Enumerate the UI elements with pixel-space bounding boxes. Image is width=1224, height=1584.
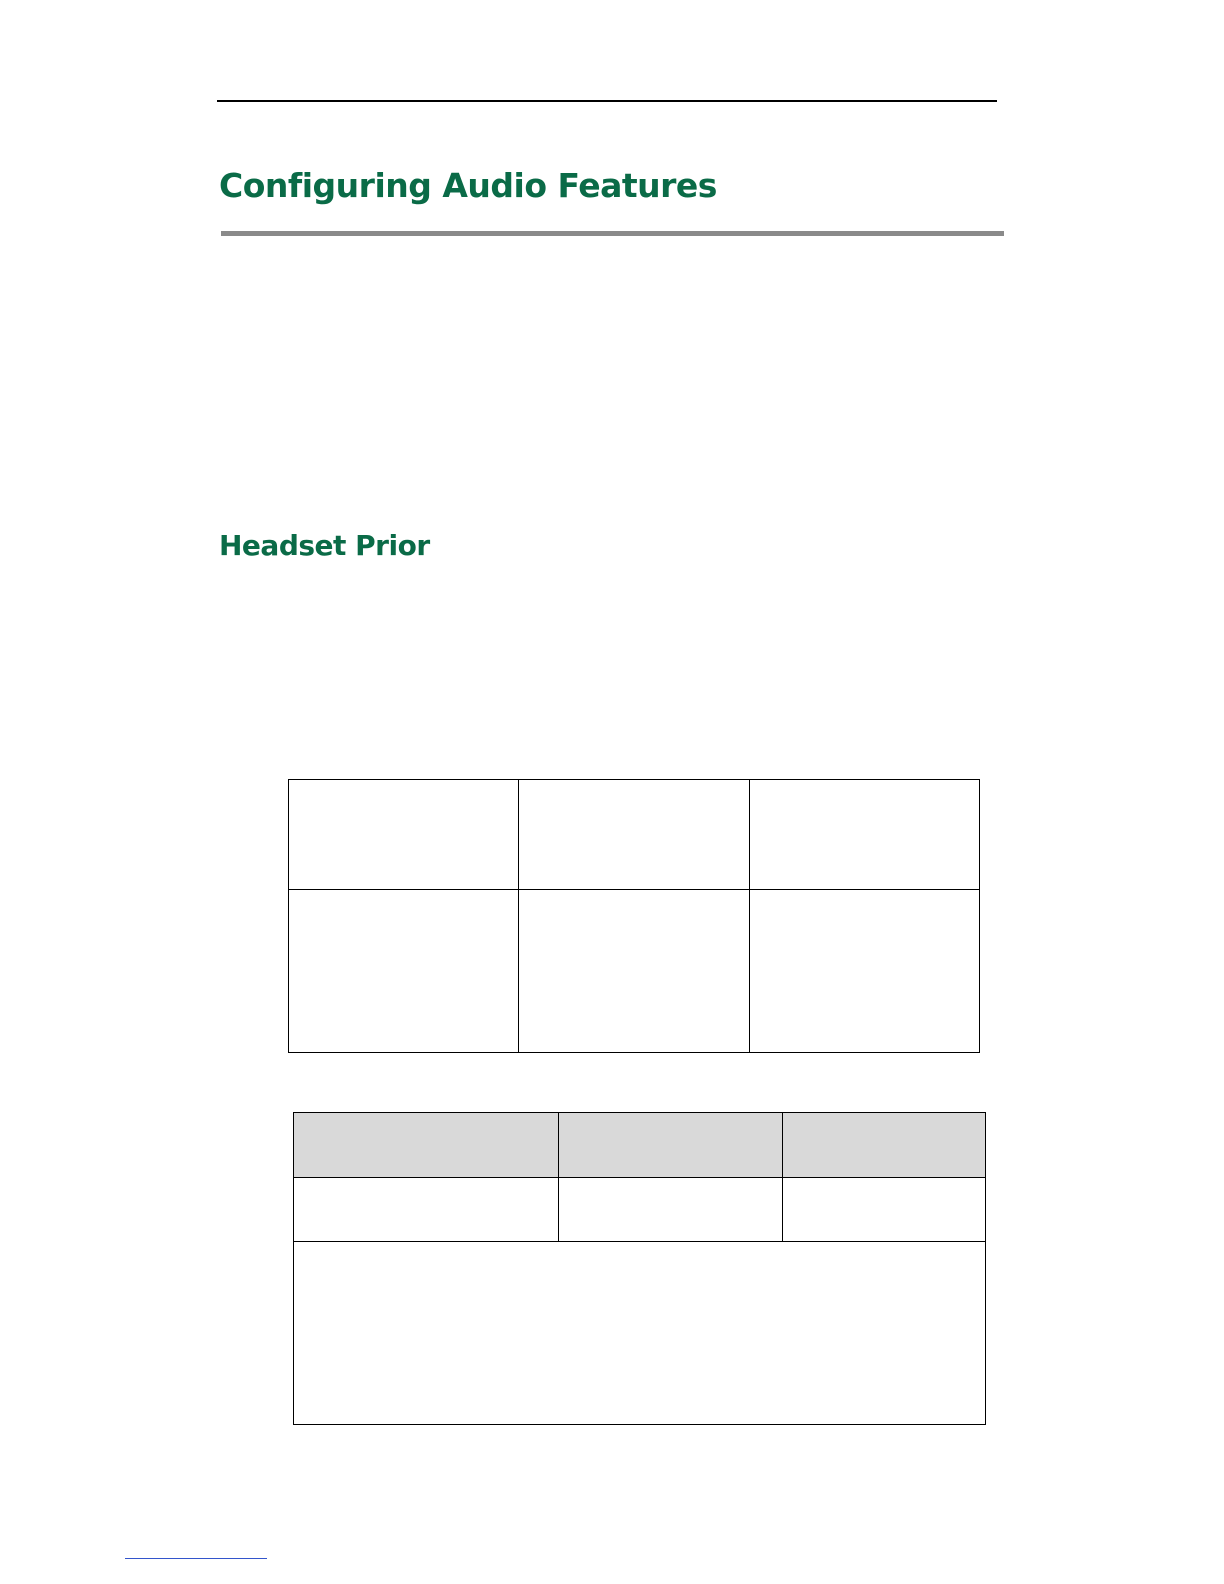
chapter-title: Configuring Audio Features [219,166,717,205]
chapter-title-underline [221,231,1004,236]
table-cell [289,890,519,1053]
table-header-cell [294,1113,559,1178]
table-cell [559,1178,783,1242]
table-description-cell [294,1242,986,1425]
table-row [289,890,980,1053]
table-cell [750,780,980,890]
table-row [289,780,980,890]
feature-table [288,779,980,1053]
parameter-table [293,1112,986,1425]
page-header-rule [217,100,997,102]
table-row [294,1178,986,1242]
table-cell [783,1178,986,1242]
table-cell [519,780,750,890]
table-cell [289,780,519,890]
footer-link-underline[interactable] [125,1558,267,1559]
table-header-cell [559,1113,783,1178]
table-description-row [294,1242,986,1425]
table-cell [294,1178,559,1242]
section-title: Headset Prior [219,529,430,562]
table-cell [750,890,980,1053]
table-cell [519,890,750,1053]
table-header-cell [783,1113,986,1178]
table-header-row [294,1113,986,1178]
